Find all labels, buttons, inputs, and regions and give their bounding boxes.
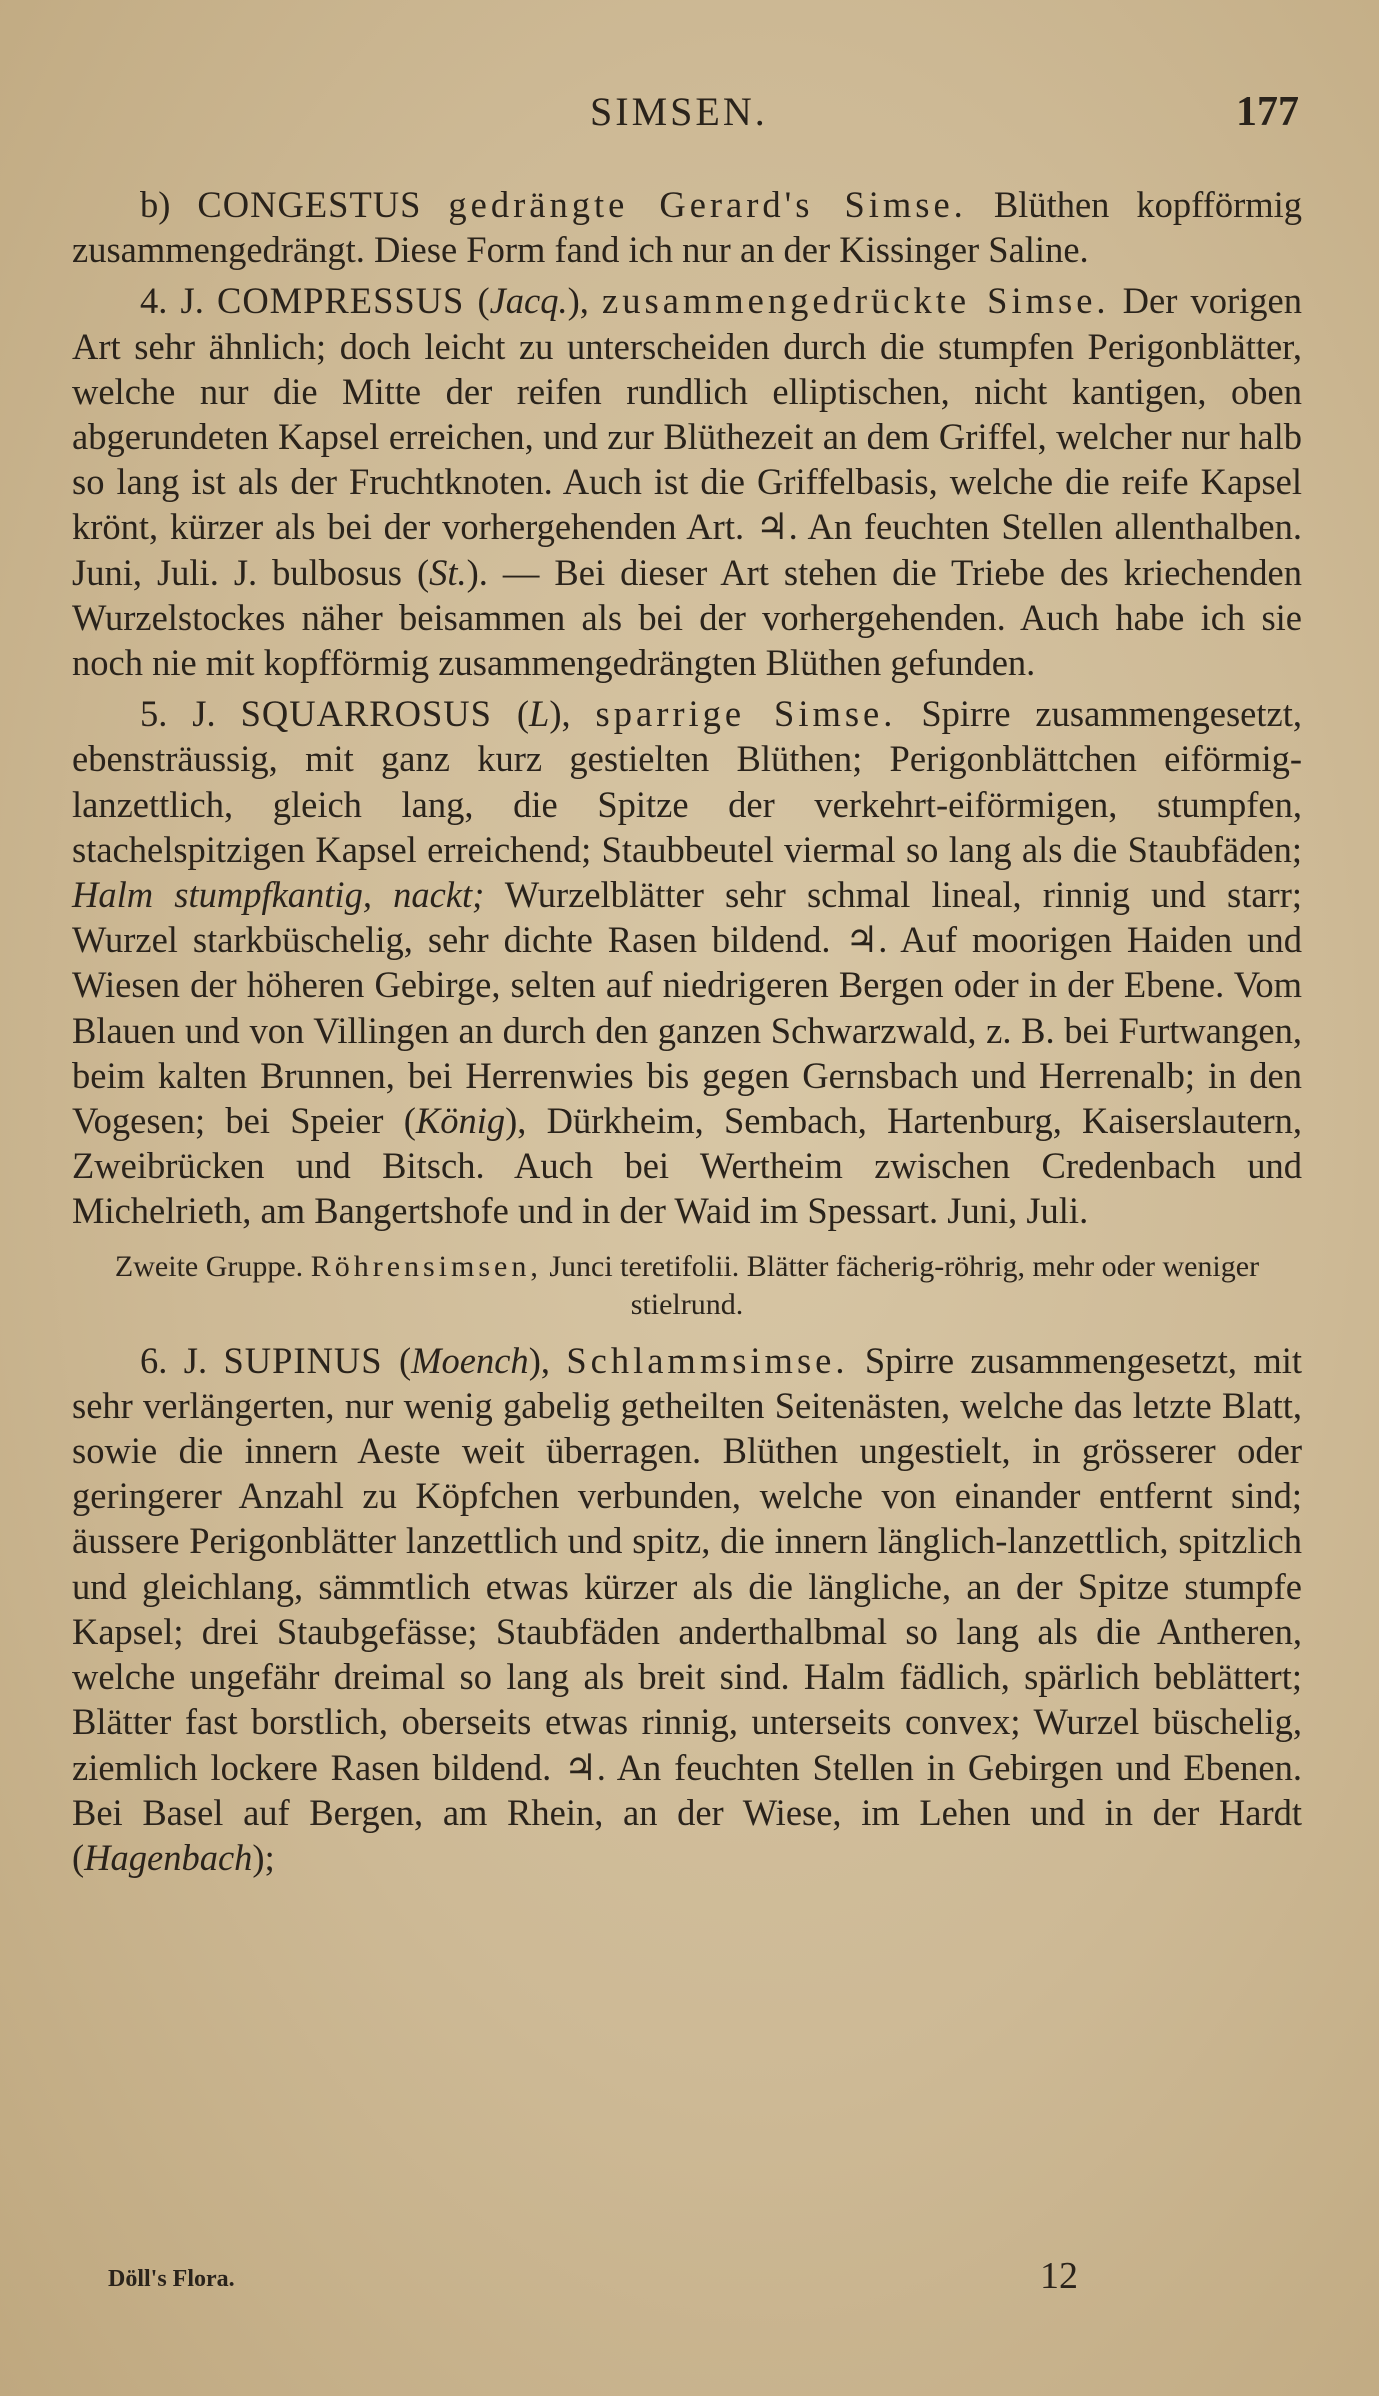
page-number: 177 bbox=[1236, 89, 1299, 135]
sheet-number: 12 bbox=[1040, 2255, 1078, 2297]
page-header bbox=[0, 88, 1379, 148]
group-heading bbox=[72, 1248, 1302, 1324]
paragraph-compressus: 4. J. COMPRESSUS (Jacq.), zusammengedrückte Simse. Der vorigen Art sehr ähnlich; doch leicht zu unterscheiden durch die stumpfen Perigonblätter, welche nur die Mitte der reifen rundlich elliptischen, nicht kantigen, oben abgerundeten Kapsel erreichen, und zur Blüthezeit an dem Griffel, welcher nur halb so lang ist als der Fruchtknoten. Auch ist die Griffelbasis, welche die reife Kapsel krönt, kürzer als bei der vorhergehenden Art. ♃. An feuchten Stellen allenthalben. Juni, Juli. J. bulbosus (St.). — Bei dieser Art stehen die Triebe des kriechenden Wurzelstockes näher beisammen als bei der vorhergehenden. Auch habe ich sie noch nie mit kopfförmig zusammengedrängten Blüthen gefunden. bbox=[72, 280, 1302, 684]
italic-diagnosis: Halm stumpfkantig, nackt; bbox=[72, 874, 485, 916]
author: Moench bbox=[411, 1339, 529, 1381]
common-name: zusammengedrückte Simse. bbox=[602, 280, 1110, 322]
species-number: 6. J. bbox=[140, 1339, 208, 1381]
paragraph-congestus bbox=[72, 182, 1302, 272]
reference: Hagenbach bbox=[84, 1836, 253, 1878]
body-text bbox=[72, 182, 1302, 1886]
species-number: 4. J. bbox=[140, 280, 204, 322]
species-number: 5. J. bbox=[140, 693, 216, 735]
author: L bbox=[529, 693, 550, 735]
description: Blüthen kopfförmig zusammengedrängt. Diese Form fand ich nur an der Kissinger Saline. bbox=[72, 184, 1303, 271]
taxon-name: SUPINUS bbox=[223, 1339, 383, 1381]
description: Spirre zusammengesetzt, ebensträussig, mit ganz kurz gestielten Blüthen; Perigonblättchen eiförmig-lanzettlich, gleich lang, die Spitze der verkehrt-eiförmigen, stumpfen, stachelspitzigen Kapsel erreichend; Staubbeutel viermal so lang als die Staubfäden; bbox=[72, 693, 1302, 870]
reference: St. bbox=[429, 551, 467, 593]
group-description: Junci teretifolii. Blätter fächerig-röhrig, mehr oder weniger stielrund. bbox=[549, 1249, 1260, 1321]
common-name: sparrige Simse. bbox=[595, 693, 897, 735]
description-end: ); bbox=[252, 1836, 275, 1878]
description: Spirre zusammengesetzt, mit sehr verlängerten, nur wenig gabelig getheilten Seitenästen, welche das letzte Blatt, sowie die innern Aeste weit überragen. Blüthen ungestielt, in grösserer oder geringerer Anzahl zu Köpfchen verbunden, welche von einander entfernt sind; äussere Perigonblätter lanzettlich und spitz, die innern länglich-lanzettlich, spitzlich und gleichlang, sämmtlich etwas kürzer als die längliche, an der Spitze stumpfe Kapsel; drei Staubgefässe; Staubfäden anderthalbmal so lang als die Antheren, welche ungefähr dreimal so lang als breit sind. Halm fädlich, spärlich beblättert; Blätter fast borstlich, oberseits etwas rinnig, unterseits convex; Wurzel büschelig, ziemlich lockere Rasen bildend. ♃. An feuchten Stellen in Gebirgen und Ebenen. Bei Basel auf Bergen, am Rhein, an der Wiese, im Lehen und in der Hardt ( bbox=[72, 1339, 1303, 1878]
page-footer bbox=[0, 2255, 1379, 2312]
taxon-name: CONGESTUS bbox=[197, 184, 422, 225]
paragraph-supinus: 6. J. SUPINUS (Moench), Schlammsimse. Spirre zusammengesetzt, mit sehr verlängerten, nur wenig gabelig getheilten Seitenästen, welche das letzte Blatt, sowie die innern Aeste weit überragen. Blüthen ungestielt, in grösserer oder geringerer Anzahl zu Köpfchen verbunden, welche von einander entfernt sind; äussere Perigonblätter lanzettlich und spitz, die innern länglich-lanzettlich, spitzlich und gleichlang, sämmtlich etwas kürzer als die längliche, an der Spitze stumpfe Kapsel; drei Staubgefässe; Staubfäden anderthalbmal so lang als die Antheren, welche ungefähr dreimal so lang als breit sind. Halm fädlich, spärlich beblättert; Blätter fast borstlich, oberseits etwas rinnig, unterseits convex; Wurzel büschelig, ziemlich lockere Rasen bildend. ♃. An feuchten Stellen in Gebirgen und Ebenen. Bei Basel auf Bergen, am Rhein, an der Wiese, im Lehen und in der Hardt (Hagenbach); bbox=[72, 1339, 1303, 1878]
author: Jacq. bbox=[489, 280, 568, 322]
description-continued: ). — Bei dieser Art stehen die Triebe des kriechenden Wurzelstockes näher beisammen als bei der vorhergehenden. Auch habe ich sie noch nie mit kopfförmig zusammengedrängten Blüthen gefunden. bbox=[72, 551, 1302, 684]
common-name: gedrängte Gerard's Simse. bbox=[448, 184, 967, 225]
group-name: Röhrensimsen, bbox=[310, 1249, 542, 1283]
running-title: SIMSEN. bbox=[590, 89, 768, 134]
description-continued: Wurzelblätter sehr schmal lineal, rinnig und starr; Wurzel starkbüschelig, sehr dichte Rasen bildend. ♃. Auf moorigen Haiden und Wiesen der höheren Gebirge, selten auf niedrigeren Bergen oder in der Ebene. Vom Blauen und von Villingen an durch den ganzen Schwarzwald, z. B. bei Furtwangen, beim kalten Brunnen, bei Herrenwies bis gegen Gernsbach und Herrenalb; in den Vogesen; bei Speier ( bbox=[72, 874, 1302, 1142]
taxon-name: COMPRESSUS bbox=[216, 280, 465, 322]
common-name: Schlammsimse. bbox=[566, 1339, 849, 1381]
printer-signature: Döll's Flora. bbox=[108, 2266, 235, 2292]
variety-label: b) bbox=[140, 184, 171, 225]
taxon-name: SQUARROSUS bbox=[240, 693, 492, 735]
reference: König bbox=[415, 1100, 506, 1142]
description: Der vorigen Art sehr ähnlich; doch leicht zu unterscheiden durch die stumpfen Perigonblätter, welche nur die Mitte der reifen rundlich elliptischen, nicht kantigen, oben abgerundeten Kapsel erreichen, und zur Blüthezeit an dem Griffel, welcher nur halb so lang ist als der Fruchtknoten. Auch ist die Griffelbasis, welche die reife Kapsel krönt, kürzer als bei der vorhergehenden Art. ♃. An feuchten Stellen allenthalben. Juni, Juli. J. bulbosus ( bbox=[72, 280, 1302, 593]
group-prefix: Zweite Gruppe. bbox=[114, 1249, 304, 1283]
description-end: ), Dürkheim, Sembach, Hartenburg, Kaiserslautern, Zweibrücken und Bitsch. Auch bei Wertheim zwischen Credenbach und Michelrieth, am Bangertshofe und in der Waid im Spessart. Juni, Juli. bbox=[72, 1100, 1302, 1232]
paragraph-squarrosus: 5. J. SQUARROSUS (L), sparrige Simse. Spirre zusammengesetzt, ebensträussig, mit ganz kurz gestielten Blüthen; Perigonblättchen eiförmig-lanzettlich, gleich lang, die Spitze der verkehrt-eiförmigen, stumpfen, stachelspitzigen Kapsel erreichend; Staubbeutel viermal so lang als die Staubfäden; Halm stumpfkantig, nackt; Wurzelblätter sehr schmal lineal, rinnig und starr; Wurzel starkbüschelig, sehr dichte Rasen bildend. ♃. Auf moorigen Haiden und Wiesen der höheren Gebirge, selten auf niedrigeren Bergen oder in der Ebene. Vom Blauen und von Villingen an durch den ganzen Schwarzwald, z. B. bei Furtwangen, beim kalten Brunnen, bei Herrenwies bis gegen Gernsbach und Herrenalb; in den Vogesen; bei Speier (König), Dürkheim, Sembach, Hartenburg, Kaiserslautern, Zweibrücken und Bitsch. Auch bei Wertheim zwischen Credenbach und Michelrieth, am Bangertshofe und in der Waid im Spessart. Juni, Juli. bbox=[72, 693, 1302, 1232]
